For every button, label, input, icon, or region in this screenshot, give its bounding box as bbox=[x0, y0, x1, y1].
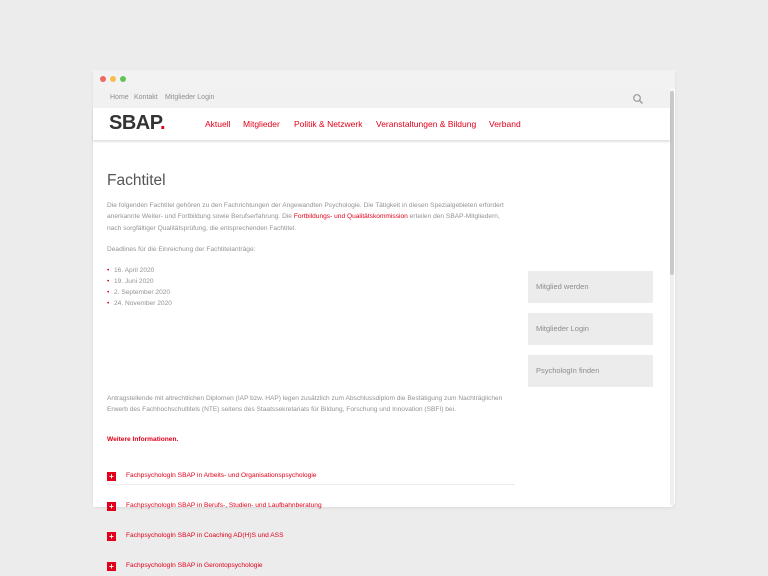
accordion-item[interactable] bbox=[107, 560, 515, 575]
nav-verband[interactable]: Verband bbox=[489, 119, 521, 129]
toplink-home[interactable]: Home bbox=[110, 94, 129, 101]
deadline-item: • 2. September 2020 bbox=[107, 287, 172, 298]
deadline-item: • 24. November 2020 bbox=[107, 298, 172, 309]
deadline-item: • 19. Juni 2020 bbox=[107, 276, 172, 287]
plus-icon[interactable]: + bbox=[107, 472, 116, 481]
nav-politik-netzwerk[interactable]: Politik & Netzwerk bbox=[294, 119, 363, 129]
plus-icon[interactable]: + bbox=[107, 532, 116, 541]
close-window-button[interactable] bbox=[100, 76, 106, 82]
page-content bbox=[93, 140, 670, 571]
deadlines-label: Deadlines für die Einreichung der Fachtitelanträge: bbox=[107, 246, 256, 253]
logo-dot: . bbox=[160, 112, 166, 134]
toplink-kontakt[interactable]: Kontakt bbox=[134, 94, 158, 101]
accordion-item[interactable] bbox=[107, 530, 515, 545]
plus-icon[interactable]: + bbox=[107, 562, 116, 571]
browser-window bbox=[93, 70, 675, 571]
intro-paragraph bbox=[107, 200, 509, 234]
sidebar-button-mitglied-werden[interactable]: Mitglied werden bbox=[528, 271, 653, 303]
commission-link[interactable]: Fortbildungs- und Qualitätskommission bbox=[293, 213, 408, 221]
deadline-item: • 16. April 2020 bbox=[107, 265, 172, 276]
scrollbar-thumb[interactable] bbox=[670, 91, 674, 275]
sidebar-button-mitglieder-login[interactable]: Mitglieder Login bbox=[528, 313, 653, 345]
applicants-paragraph: Antragstellende mit altrechtlichen Diplomen (IAP bzw. HAP) legen zusätzlich zum Abschlussdiplom die Bestätigung zum Nachträglichen Erwerb des Fachhochschultitels (NTE) seitens des Staatssekretariats für Bildung, Forschung und Innovation (SBFI) bei. bbox=[107, 395, 503, 414]
nav-veranstaltungen-bildung[interactable]: Veranstaltungen & Bildung bbox=[376, 119, 477, 129]
minimize-window-button[interactable] bbox=[110, 76, 116, 82]
accordion-label[interactable]: FachpsychologIn SBAP in Berufs-, Studien- und Laufbahnberatung bbox=[126, 502, 322, 509]
accordion-label[interactable]: FachpsychologIn SBAP in Arbeits- und Organisationspsychologie bbox=[126, 472, 317, 479]
search-icon[interactable] bbox=[632, 93, 644, 105]
utility-bar bbox=[93, 89, 670, 108]
plus-icon[interactable]: + bbox=[107, 502, 116, 511]
window-titlebar bbox=[93, 70, 675, 89]
maximize-window-button[interactable] bbox=[120, 76, 126, 82]
page-title: Fachtitel bbox=[107, 172, 166, 189]
sbap-logo[interactable] bbox=[109, 113, 165, 133]
site-header bbox=[93, 108, 670, 140]
deadline-list bbox=[107, 265, 172, 309]
toplink-mitglieder-login[interactable]: Mitglieder Login bbox=[165, 94, 215, 101]
logo-text: SBAP bbox=[109, 112, 160, 134]
nav-aktuell[interactable]: Aktuell bbox=[205, 119, 231, 129]
nav-mitglieder[interactable]: Mitglieder bbox=[243, 119, 280, 129]
sidebar-button-psychologin-finden[interactable]: PsychologIn finden bbox=[528, 355, 653, 387]
accordion-label[interactable]: FachpsychologIn SBAP in Gerontopsychologie bbox=[126, 562, 263, 569]
intro-text-start: Die folgenden Fachtitel gehören zu den Fachrichtungen der Angewandten Psychologie. Die Tätigkeit in diesen Spezialgebieten erfordert anerkannte Weiter- und Fortbildung sowie Berufserfahrung. Die bbox=[107, 202, 504, 221]
accordion-label[interactable]: FachpsychologIn SBAP in Coaching AD(H)S und ASS bbox=[126, 532, 284, 539]
accordion-item[interactable] bbox=[107, 470, 515, 485]
more-info-link[interactable]: Weitere Informationen. bbox=[107, 436, 179, 443]
intro-text-end: erteilen den SBAP-Mitgliedern, nach sorgfältiger Qualitätsprüfung, die entsprechenden Fachtitel. bbox=[107, 213, 500, 232]
accordion-item[interactable] bbox=[107, 500, 515, 515]
